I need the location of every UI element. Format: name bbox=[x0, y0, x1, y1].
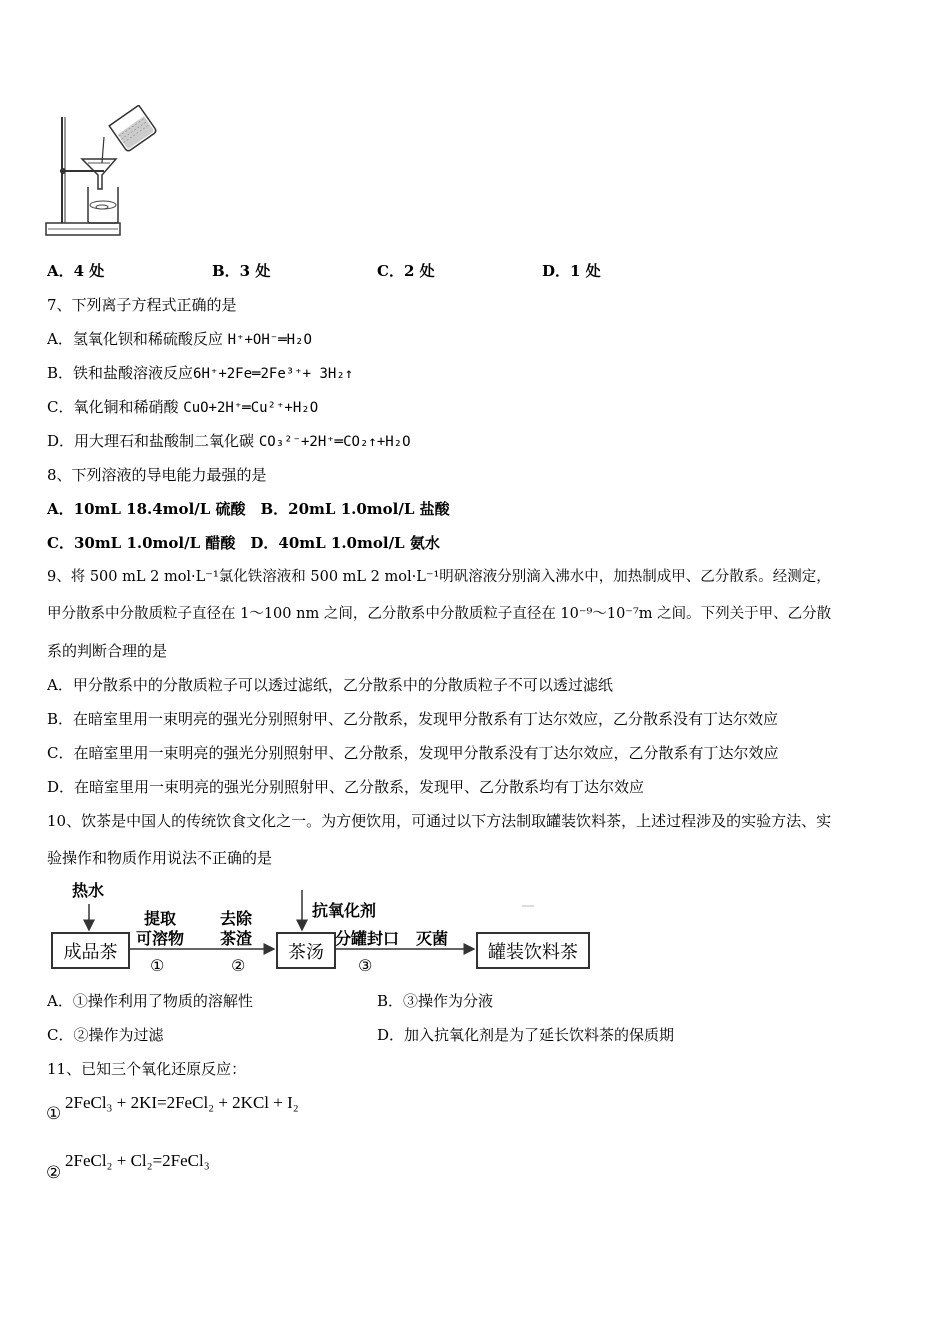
q9-stem-line3: 系的判断合理的是 bbox=[47, 642, 168, 660]
q7-option-c bbox=[47, 397, 318, 418]
q6-option-c: C．2 处 bbox=[377, 262, 435, 280]
q6-option-a: A．4 处 bbox=[47, 262, 105, 280]
step1-number: ① bbox=[150, 956, 165, 975]
canned-tea-box: 罐装饮料茶 bbox=[476, 932, 590, 969]
q10-option-c: C．②操作为过滤 bbox=[47, 1026, 164, 1044]
q10-stem-line1: 10、饮茶是中国人的传统饮食文化之一。为方便饮用，可通过以下方法制取罐装饮料茶，上述过程涉及的实验方法、实 bbox=[47, 812, 832, 830]
filtration-apparatus-figure bbox=[44, 105, 164, 240]
q7-b-text: B．铁和盐酸溶液反应 bbox=[47, 364, 194, 382]
hot-water-label: 热水 bbox=[72, 881, 105, 900]
antioxidant-label: 抗氧化剂 bbox=[312, 901, 377, 920]
reaction1-equation: 2FeCl₃ + 2KI=2FeCl₂ + 2KCl + I₂ bbox=[65, 1093, 299, 1112]
finished-tea-box: 成品茶 bbox=[51, 932, 130, 969]
q10-option-b: B．③操作为分液 bbox=[377, 992, 494, 1010]
q11-stem: 11、已知三个氧化还原反应： bbox=[47, 1060, 247, 1078]
q9-stem-line1: 9、将 500 mL 2 mol·L⁻¹氯化铁溶液和 500 mL 2 mol·L⁻¹明矾溶液分别滴入沸水中，加热制成甲、乙分散系。经测定， bbox=[47, 569, 831, 585]
tea-process-flow-diagram bbox=[44, 876, 604, 981]
step1-label-top: 提取 bbox=[144, 909, 177, 928]
q8-options-row2: C．30mL 1.0mol/L 醋酸 D．40mL 1.0mol/L 氨水 bbox=[47, 534, 440, 552]
q9-option-a: A．甲分散系中的分散质粒子可以透过滤纸，乙分散系中的分散质粒子不可以透过滤纸 bbox=[47, 676, 613, 694]
q9-option-c: C．在暗室里用一束明亮的强光分别照射甲、乙分散系，发现甲分散系没有丁达尔效应，乙分散系有丁达尔效应 bbox=[47, 744, 779, 762]
q7-option-d bbox=[47, 431, 411, 452]
q7-option-a bbox=[47, 329, 312, 350]
sterilize-label: 灭菌 bbox=[416, 929, 449, 948]
q8-stem: 8、下列溶液的导电能力最强的是 bbox=[47, 466, 267, 484]
q10-stem-line2: 验操作和物质作用说法不正确的是 bbox=[47, 849, 273, 867]
step1-label-bottom: 可溶物 bbox=[136, 929, 185, 948]
q7-d-text: D．用大理石和盐酸制二氧化碳 bbox=[47, 432, 255, 450]
step2-number: ② bbox=[231, 956, 246, 975]
q7-c-text: C．氧化铜和稀硝酸 bbox=[47, 398, 179, 416]
reaction1-number: ① bbox=[46, 1104, 62, 1124]
step2-label-top: 去除 bbox=[220, 909, 253, 928]
q6-option-d: D．1 处 bbox=[542, 262, 601, 280]
q7-b-equation: 6H⁺+2Fe═2Fe³⁺+ 3H₂↑ bbox=[193, 366, 354, 382]
q7-a-text: A．氢氧化钡和稀硫酸反应 bbox=[47, 330, 223, 348]
q10-option-a: A．①操作利用了物质的溶解性 bbox=[47, 992, 253, 1010]
step2-label-bottom: 茶渣 bbox=[220, 929, 253, 948]
q6-option-b: B．3 处 bbox=[212, 262, 271, 280]
q10-option-d: D．加入抗氧化剂是为了延长饮料茶的保质期 bbox=[377, 1026, 675, 1044]
q7-d-equation: CO₃²⁻+2H⁺═CO₂↑+H₂O bbox=[258, 434, 411, 450]
q8-options-row1: A．10mL 18.4mol/L 硫酸 B．20mL 1.0mol/L 盐酸 bbox=[47, 500, 450, 518]
q7-option-b bbox=[47, 363, 353, 384]
q7-stem: 7、下列离子方程式正确的是 bbox=[47, 296, 237, 314]
step3-label: 分罐封口 bbox=[335, 929, 400, 948]
reaction2-number: ② bbox=[46, 1163, 62, 1183]
q7-a-equation: H⁺+OH⁻═H₂O bbox=[227, 332, 312, 348]
q9-option-b: B．在暗室里用一束明亮的强光分别照射甲、乙分散系，发现甲分散系有丁达尔效应，乙分散系没有丁达尔效应 bbox=[47, 710, 779, 728]
q9-option-d: D．在暗室里用一束明亮的强光分别照射甲、乙分散系，发现甲、乙分散系均有丁达尔效应 bbox=[47, 778, 645, 796]
tea-soup-box: 茶汤 bbox=[276, 932, 336, 969]
q9-stem-line2: 甲分散系中分散质粒子直径在 1～100 nm 之间，乙分散系中分散质粒子直径在 10⁻⁹～10⁻⁷m 之间。下列关于甲、乙分散 bbox=[47, 606, 832, 622]
reaction2-equation: 2FeCl₂ + Cl₂=2FeCl₃ bbox=[65, 1151, 210, 1170]
step3-number: ③ bbox=[358, 956, 373, 975]
q7-c-equation: CuO+2H⁺═Cu²⁺+H₂O bbox=[183, 400, 319, 416]
